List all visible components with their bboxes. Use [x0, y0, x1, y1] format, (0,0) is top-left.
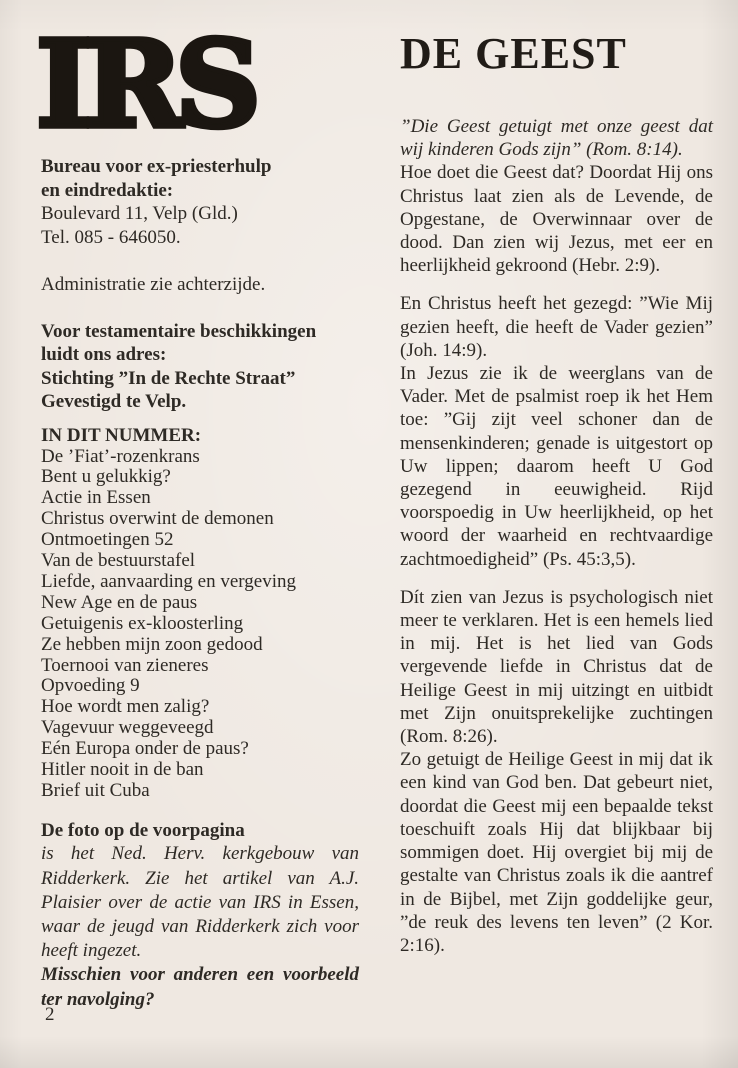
testament-line: Voor testamentaire beschikkingen [41, 320, 317, 342]
article-paragraph: Hoe doet die Geest dat? Doordat Hij ons Christus laat zien als de Levende, de Opgestane, de Overwinnaar over de dood. Dan zien wij Jezus, met eer en heerlijkheid gekroond (Hebr. 2:9). [400, 162, 713, 277]
toc-item: Vagevuur weggeveegd [41, 717, 214, 739]
toc-item: De ’Fiat’-rozenkrans [41, 445, 200, 467]
cover-photo-note [41, 819, 359, 1012]
toc-item: Brief uit Cuba [41, 780, 150, 801]
irs-logo: IRS [36, 15, 254, 155]
toc-item: Liefde, aanvaarding en vergeving [41, 570, 296, 592]
page-number: 2 [45, 1004, 55, 1025]
photo-note-heading: De foto op de voorpagina [41, 819, 245, 841]
article-paragraph: Zo getuigt de Heilige Geest in mij dat ik een kind van God ben. Dat gebeurt niet, doordat die Geest mij een bepaalde tekst toeschuift zoals Hij dat blijkbaar bij sommigen doet. Hij overgiet bij mij de gestalte van Christus zoals ik die aantref in de Bijbel, met Zijn goddelijke geur, ”de reuk des levens ten leven” (2 Kor. 2:16). [400, 749, 713, 956]
toc-item: Actie in Essen [41, 487, 151, 509]
photo-note-body: is het Ned. Herv. kerkgebouw van Ridderkerk. Zie het artikel van A.J. Plaisier over de actie van IRS in Essen, waar de jeugd van Ridderkerk zich voor heeft ingezet. [41, 843, 359, 962]
toc-item: Hoe wordt men zalig? [41, 696, 210, 718]
article-body [400, 115, 713, 957]
toc-item: Hitler nooit in de ban [41, 759, 204, 781]
article-column [400, 30, 713, 957]
article-title: DE GEEST [400, 29, 627, 78]
toc-item: Ze hebben mijn zoon gedood [41, 633, 263, 655]
toc-item: Getuigenis ex-kloosterling [41, 612, 244, 634]
testament-address-block [41, 320, 359, 414]
table-of-contents [41, 425, 359, 802]
toc-item: Bent u gelukkig? [41, 466, 171, 488]
toc-item: New Age en de paus [41, 591, 198, 613]
toc-item-list [41, 447, 359, 802]
toc-item: Toernooi van zieneres [41, 654, 209, 676]
administration-note: Administratie zie achterzijde. [41, 274, 266, 295]
bureau-line: Boulevard 11, Velp (Gld.) [41, 203, 238, 224]
testament-line: Gevestigd te Velp. [41, 391, 187, 412]
testament-line: Stichting ”In de Rechte Straat” [41, 367, 296, 389]
toc-heading: IN DIT NUMMER: [41, 424, 202, 446]
article-paragraph: En Christus heeft het gezegd: ”Wie Mij gezien heeft, die heeft de Vader gezien” (Joh. 14:9). [400, 293, 713, 361]
bureau-line: en eindredaktie: [41, 179, 174, 201]
photo-note-emphasis: Misschien voor anderen een voorbeeld ter navolging? [41, 964, 359, 1010]
bureau-line: Tel. 085 - 646050. [41, 226, 181, 248]
toc-item: Opvoeding 9 [41, 675, 140, 697]
article-paragraph: Dít zien van Jezus is psychologisch niet meer te verklaren. Het is een hemels lied in mij. Het is het lied van Gods vergevende liefde in Christus dat de Heilige Geest in mij uitzingt en uitbidt met Zijn onuitsprekelijke zuchtingen (Rom. 8:26). [400, 586, 713, 748]
toc-item: Ontmoetingen 52 [41, 529, 174, 551]
testament-line: luidt ons adres: [41, 344, 167, 365]
toc-item: Christus overwint de demonen [41, 508, 274, 530]
toc-item: Eén Europa onder de paus? [41, 738, 249, 760]
bureau-line: Bureau voor ex-priesterhulp [41, 156, 272, 177]
article-paragraph: ”Die Geest getuigt met onze geest dat wij kinderen Gods zijn” (Rom. 8:14). [400, 116, 713, 161]
bureau-address-block [41, 155, 359, 249]
left-column [36, 15, 359, 1012]
article-paragraph: In Jezus zie ik de weerglans van de Vader. Met de psalmist roep ik het Hem toe: ”Gij zijt veel schoner dan de mensenkinderen; genade is uitgestort op Uw lippen; daarom heeft U God gezegend in eeuwigheid. Rijd voorspoedig in Uw heerlijkheid, op het woord der waarheid en rechtvaardige zachtmoedigheid” (Ps. 45:3,5). [400, 363, 713, 570]
toc-item: Van de bestuurstafel [41, 550, 196, 572]
